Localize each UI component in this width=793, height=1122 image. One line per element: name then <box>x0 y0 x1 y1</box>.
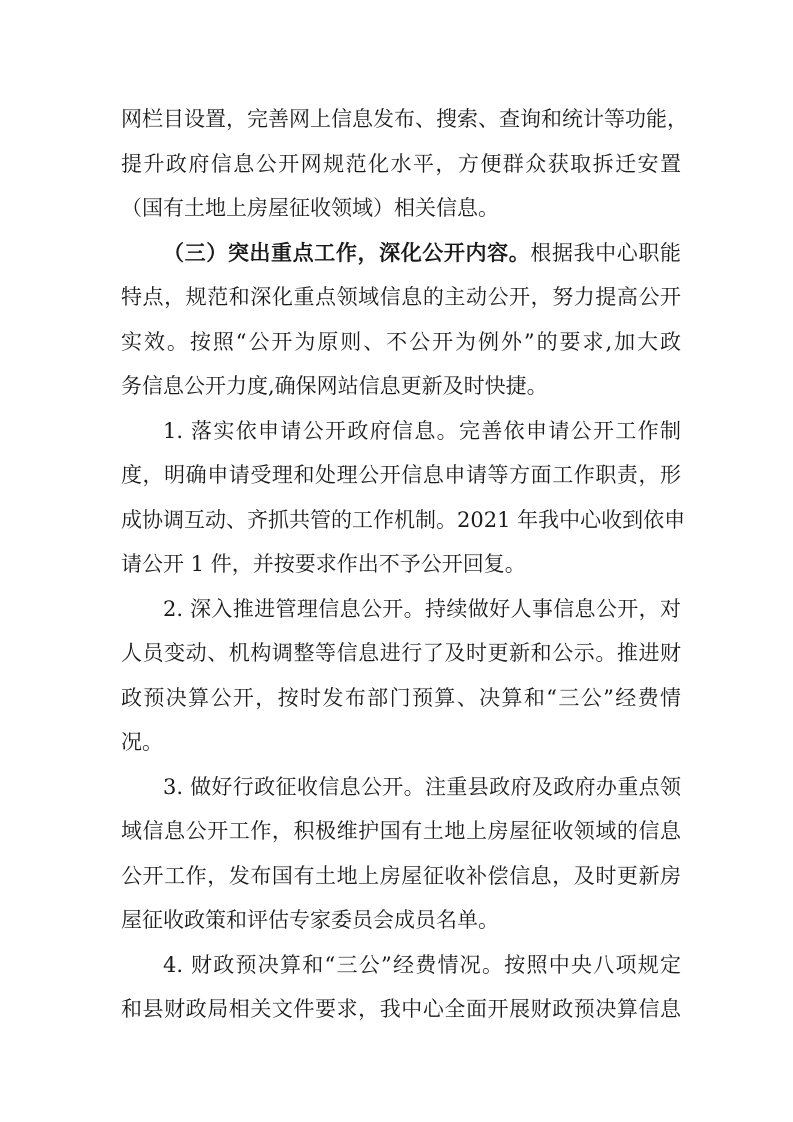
text-line: 况。 <box>121 730 163 754</box>
text-line: 网栏目设置，完善网上信息发布、搜索、查询和统计等功能， <box>121 107 688 131</box>
paragraph <box>121 97 688 231</box>
paragraph <box>121 587 681 765</box>
text-run: 根据我中心职能 <box>530 240 682 265</box>
paragraph <box>121 765 681 943</box>
text-line: 政预决算公开，按时发布部门预算、决算和“三公”经费情 <box>121 685 681 710</box>
text-line: 务信息公开力度,确保网站信息更新及时快捷。 <box>121 374 548 398</box>
text-line: 3. 做好行政征收信息公开。注重县政府及政府办重点领 <box>163 774 681 799</box>
text-line: 请公开 1 件，并按要求作出不予公开回复。 <box>121 552 526 576</box>
text-line: 实效。按照“公开为原则、不公开为例外”的要求,加大政 <box>121 329 681 354</box>
document-body <box>121 97 688 1032</box>
text-line: 屋征收政策和评估专家委员会成员名单。 <box>121 908 499 932</box>
text-line: 特点，规范和深化重点领域信息的主动公开，努力提高公开 <box>121 285 681 309</box>
text-line <box>121 231 681 276</box>
text-line: 度，明确申请受理和处理公开信息申请等方面工作职责，形 <box>121 463 681 487</box>
paragraph <box>121 943 681 1032</box>
text-line: 域信息公开工作，积极维护国有土地上房屋征收领域的信息 <box>121 819 681 843</box>
section-heading: （三）突出重点工作，深化公开内容。 <box>163 239 531 265</box>
text-line: 提升政府信息公开网规范化水平，方便群众获取拆迁安置 <box>121 151 681 176</box>
paragraph <box>121 231 681 409</box>
text-line: 1. 落实依申请公开政府信息。完善依申请公开工作制 <box>163 418 681 443</box>
text-line: 公开工作，发布国有土地上房屋征收补偿信息，及时更新房 <box>121 863 681 888</box>
text-line: 2. 深入推进管理信息公开。持续做好人事信息公开，对 <box>163 596 681 621</box>
text-line: （国有土地上房屋征收领域）相关信息。 <box>121 196 499 220</box>
text-line: 人员变动、机构调整等信息进行了及时更新和公示。推进财 <box>121 641 681 665</box>
text-line: 4. 财政预决算和“三公”经费情况。按照中央八项规定 <box>163 952 681 977</box>
paragraph <box>121 409 686 587</box>
text-line: 成协调互动、齐抓共管的工作机制。2021 年我中心收到依申 <box>121 507 686 532</box>
text-line: 和县财政局相关文件要求，我中心全面开展财政预决算信息 <box>121 997 681 1021</box>
